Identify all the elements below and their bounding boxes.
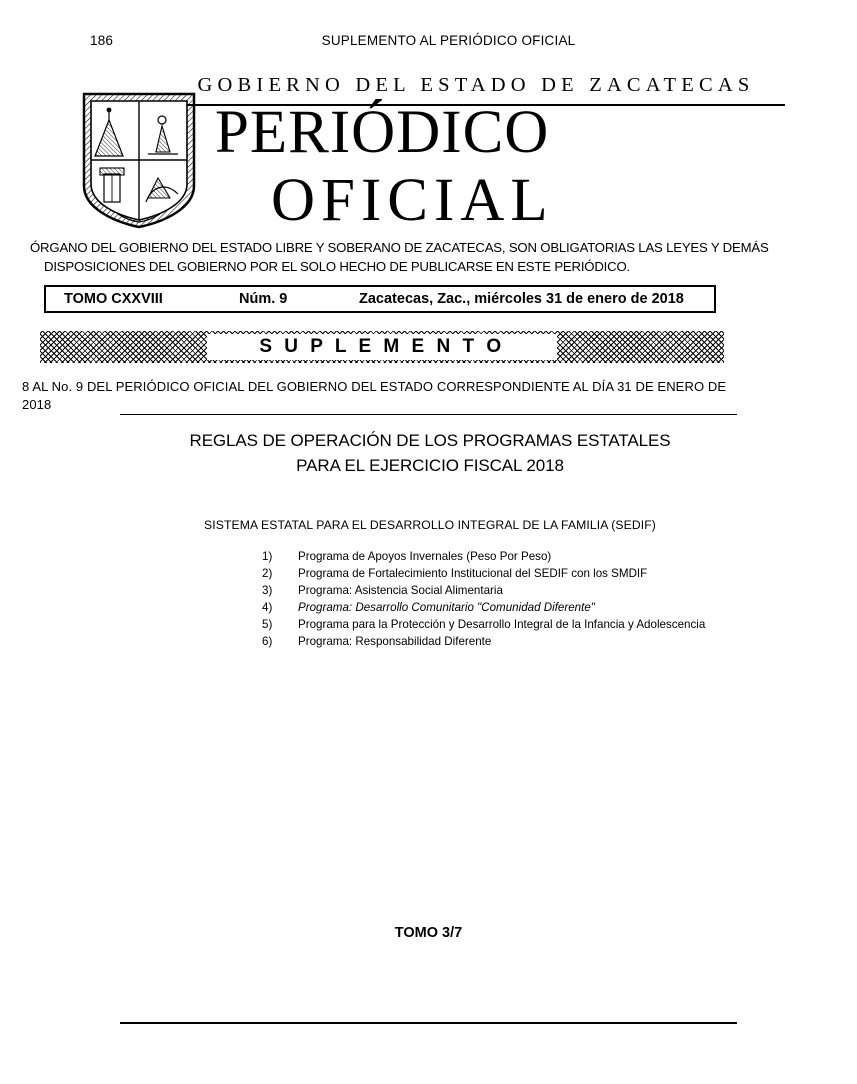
page-title-line1: REGLAS DE OPERACIÓN DE LOS PROGRAMAS ESTATALES bbox=[189, 431, 671, 450]
list-item-label: Programa: Desarrollo Comunitario "Comunidad Diferente" bbox=[298, 600, 595, 614]
masthead-title-periodico: PERIÓDICO bbox=[215, 99, 550, 166]
section-heading: SISTEMA ESTATAL PARA EL DESARROLLO INTEGRAL DE LA FAMILIA (SEDIF) bbox=[204, 518, 656, 532]
footer-tomo-label: TOMO 3/7 bbox=[394, 925, 463, 941]
correspondence-line1: 8 AL No. 9 DEL PERIÓDICO OFICIAL DEL GOBIERNO DEL ESTADO CORRESPONDIENTE AL DÍA 31 DE ENERO DE bbox=[22, 379, 727, 394]
list-item bbox=[262, 617, 782, 634]
issue-info-box bbox=[44, 285, 716, 313]
list-item-number: 5) bbox=[262, 617, 273, 631]
organ-statement-line2: DISPOSICIONES DEL GOBIERNO POR EL SOLO HECHO DE PUBLICARSE EN ESTE PERIÓDICO. bbox=[44, 259, 630, 275]
list-item bbox=[262, 634, 782, 651]
list-item-number: 3) bbox=[262, 583, 273, 597]
issue-numero: Núm. 9 bbox=[239, 291, 288, 307]
list-item-label: Programa de Fortalecimiento Institucional del SEDIF con los SMDIF bbox=[298, 566, 648, 580]
coat-of-arms-icon bbox=[78, 90, 200, 230]
issue-fecha: Zacatecas, Zac., miércoles 31 de enero de 2018 bbox=[359, 291, 684, 307]
list-item-number: 6) bbox=[262, 634, 273, 648]
list-item-label: Programa: Responsabilidad Diferente bbox=[298, 634, 492, 648]
organ-statement-line1: ÓRGANO DEL GOBIERNO DEL ESTADO LIBRE Y SOBERANO DE ZACATECAS, SON OBLIGATORIAS LAS LEYES Y DEMÁS bbox=[30, 240, 769, 255]
running-head-title: SUPLEMENTO AL PERIÓDICO OFICIAL bbox=[321, 33, 576, 48]
masthead bbox=[75, 62, 787, 242]
page-title-line2: PARA EL EJERCICIO FISCAL 2018 bbox=[296, 455, 564, 475]
divider-rule-top bbox=[120, 414, 737, 415]
supplement-banner-label: S U P L E M E N T O bbox=[207, 334, 556, 360]
program-list bbox=[262, 549, 782, 651]
page-number: 186 bbox=[90, 33, 114, 48]
masthead-title-oficial: OFICIAL bbox=[271, 167, 554, 234]
supplement-banner bbox=[40, 331, 724, 363]
page-title bbox=[100, 429, 760, 478]
list-item bbox=[262, 566, 782, 583]
list-item bbox=[262, 600, 782, 617]
list-item-number: 2) bbox=[262, 566, 273, 580]
organ-statement bbox=[30, 238, 830, 276]
list-item-number: 4) bbox=[262, 600, 273, 614]
correspondence-note bbox=[22, 378, 822, 413]
list-item bbox=[262, 549, 782, 566]
list-item-label: Programa para la Protección y Desarrollo Integral de la Infancia y Adolescencia bbox=[298, 617, 706, 631]
government-line: GOBIERNO DEL ESTADO DE ZACATECAS bbox=[197, 74, 755, 96]
divider-rule-bottom bbox=[120, 1022, 737, 1024]
list-item-label: Programa de Apoyos Invernales (Peso Por Peso) bbox=[298, 550, 552, 563]
list-item-label: Programa: Asistencia Social Alimentaria bbox=[298, 583, 503, 597]
correspondence-line2: 2018 bbox=[22, 396, 52, 412]
running-head bbox=[90, 33, 767, 48]
list-item-number: 1) bbox=[262, 550, 273, 563]
list-item bbox=[262, 583, 782, 600]
issue-tomo: TOMO CXXVIII bbox=[64, 291, 163, 307]
